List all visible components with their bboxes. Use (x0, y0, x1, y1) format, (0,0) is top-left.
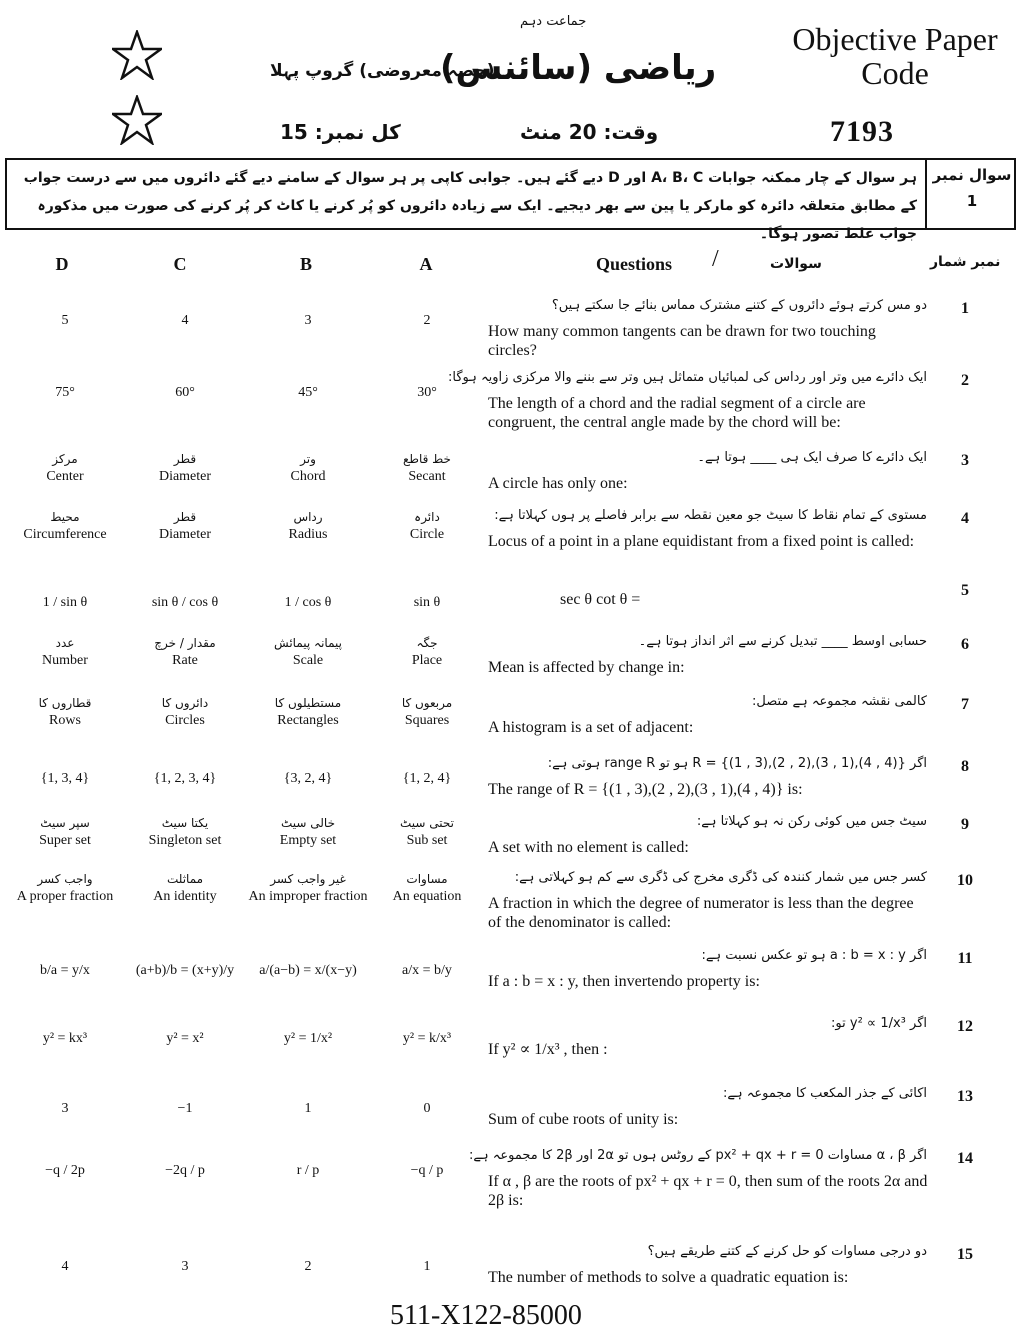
option-d (0, 1258, 130, 1276)
question-number: 1 (966, 192, 978, 210)
option-b (243, 508, 373, 544)
option-c (120, 1100, 250, 1118)
option-d (0, 312, 130, 330)
question-text-urdu: اگر a : b = x : y ہو تو عکس نسبت ہے: (701, 948, 927, 963)
option-a (362, 814, 492, 850)
questions-heading: Questions (596, 254, 673, 274)
question-number-label: سوال نمبر (932, 166, 1012, 184)
option-c (120, 1258, 250, 1276)
question-number: 6 (961, 636, 969, 653)
option-b (243, 814, 373, 850)
option-b-urdu: غیر واجب کسر (270, 872, 346, 886)
option-d-urdu: سپر سیٹ (40, 816, 90, 830)
option-c (120, 312, 250, 330)
option-a-text: Circle (409, 527, 445, 542)
question-number: 4 (961, 510, 969, 527)
question-number: 9 (961, 816, 969, 833)
option-b (243, 694, 373, 730)
marks-label: کل نمبر: 15 (280, 120, 401, 144)
question-text-urdu: دو مس کرتے ہوئے دائروں کے کتنے مشترک مماس بنائے جا سکتے ہیں؟ (551, 298, 927, 313)
heading-slash: / (712, 246, 719, 272)
option-b (243, 1100, 373, 1118)
option-c (120, 634, 250, 670)
option-b-text: Chord (290, 469, 326, 484)
option-a (362, 508, 492, 544)
option-b-urdu: پیمانہ پیمائش (274, 636, 342, 650)
option-a-urdu: مربعوں کا (401, 696, 453, 710)
option-c (120, 384, 250, 402)
question-text: How many common tangents can be drawn for two touching circles? (488, 323, 876, 359)
question-text: A fraction in which the degree of numerator is less than the degree of the denominator is called: (488, 895, 914, 931)
question-text-urdu: اگر α ، β مساوات px² + qx + r = 0 کے روٹس ہوں تو 2α اور 2β کا مجموعہ ہے: (469, 1148, 927, 1163)
option-b-text: 3 (304, 313, 312, 328)
option-d-urdu: قطاروں کا (38, 696, 92, 710)
option-c (120, 770, 250, 788)
option-d-text: Number (42, 653, 88, 668)
option-c (120, 962, 250, 980)
option-c-text: sin θ / cos θ (151, 595, 219, 610)
question-text-urdu: سیٹ جس میں کوئی رکن نہ ہو کہلاتا ہے: (696, 814, 927, 829)
option-c-text: An identity (153, 889, 217, 904)
option-d-text: Rows (49, 713, 81, 728)
question-text: If α , β are the roots of px² + qx + r = 0, then sum of the roots 2α and 2β is: (488, 1173, 928, 1209)
option-c-text: {1, 2, 3, 4} (153, 771, 217, 786)
question-number: 10 (957, 872, 973, 889)
question-text-urdu: دو درجی مساوات کو حل کرنے کے کتنے طریقے ہیں؟ (647, 1244, 927, 1259)
option-a (362, 1258, 492, 1276)
option-c (120, 870, 250, 906)
question-text: sec θ cot θ = (560, 591, 641, 608)
question-number: 1 (961, 300, 969, 317)
option-a (362, 1100, 492, 1118)
option-b-urdu: مستطیلوں کا (274, 696, 342, 710)
option-c-text: 3 (181, 1259, 189, 1274)
question-text: Sum of cube roots of unity is: (488, 1111, 679, 1128)
option-c-text: Circles (165, 713, 205, 728)
option-a-urdu: خط قاطع (403, 452, 451, 466)
option-a (362, 1030, 492, 1048)
option-b (243, 870, 373, 906)
option-b-urdu: خالی سیٹ (280, 816, 335, 830)
option-b (243, 1258, 373, 1276)
option-a-text: {1, 2, 4} (402, 771, 452, 786)
time-label: وقت: 20 منٹ (520, 120, 659, 144)
question-number: 14 (957, 1150, 973, 1167)
question-number: 8 (961, 758, 969, 775)
question-text: Locus of a point in a plane equidistant from a fixed point is called: (488, 533, 915, 550)
option-c-urdu: قطر (173, 510, 197, 524)
option-d (0, 450, 130, 486)
option-a-text: −q / p (410, 1163, 444, 1178)
option-a-text: Squares (404, 713, 450, 728)
question-number: 13 (957, 1088, 973, 1105)
question-text-urdu: حسابی اوسط ____ تبدیل کرنے سے اثر انداز ہوتا ہے۔ (638, 634, 927, 649)
option-b-text: y² = 1/x² (283, 1031, 333, 1046)
option-b-text: Radius (288, 527, 328, 542)
question-number-cell (930, 162, 1014, 214)
paper-code: 7193 (830, 115, 894, 148)
option-a (362, 634, 492, 670)
instructions-divider (925, 158, 927, 230)
option-b-text: 2 (304, 1259, 312, 1274)
star-icon (112, 30, 162, 80)
question-number: 3 (961, 452, 969, 469)
question-number: 2 (961, 372, 969, 389)
option-b-urdu: رداس (293, 510, 323, 524)
option-d-text: y² = kx³ (42, 1031, 88, 1046)
option-c-text: 60° (175, 385, 195, 400)
option-c-urdu: مماثلت (166, 872, 204, 886)
option-d (0, 594, 130, 612)
option-a-text: 0 (423, 1101, 431, 1116)
option-d-text: 3 (61, 1101, 69, 1116)
option-d (0, 694, 130, 730)
option-b-text: An improper fraction (248, 889, 368, 904)
option-b-text: Rectangles (277, 713, 339, 728)
option-c-text: −2q / p (165, 1163, 205, 1178)
question-text: If a : b = x : y, then invertendo property is: (488, 973, 760, 990)
question-text-urdu: کالمی نقشہ مجموعہ ہے متصل: (752, 694, 927, 709)
option-d-text: Center (46, 469, 84, 484)
option-b (243, 450, 373, 486)
option-b (243, 634, 373, 670)
option-a-text: 1 (423, 1259, 431, 1274)
option-b-text: 45° (298, 385, 318, 400)
option-c-text: −1 (177, 1101, 193, 1116)
option-b-urdu: وتر (300, 452, 316, 466)
option-a (362, 962, 492, 980)
option-d-text: Super set (39, 833, 91, 848)
option-b (243, 962, 373, 980)
option-a (362, 1162, 492, 1180)
option-a-urdu: دائرہ (414, 510, 440, 524)
option-b (243, 384, 373, 402)
option-d (0, 1030, 130, 1048)
option-c-urdu: قطر (173, 452, 197, 466)
option-b-text: Empty set (279, 833, 337, 848)
serial-number-heading: نمبر شمار (930, 254, 1001, 270)
option-a-text: Sub set (406, 833, 448, 848)
option-d-text: {1, 3, 4} (40, 771, 90, 786)
option-c-text: 4 (181, 313, 189, 328)
option-a-text: Secant (408, 469, 446, 484)
option-d-text: −q / 2p (45, 1163, 85, 1178)
option-d (0, 962, 130, 980)
question-text-urdu: مستوی کے تمام نقاط کا سیٹ جو معین نقطہ سے برابر فاصلے پر ہوں کہلاتا ہے: (494, 508, 927, 523)
option-c-urdu: یکتا سیٹ (161, 816, 209, 830)
option-c (120, 1162, 250, 1180)
option-a (362, 770, 492, 788)
option-d (0, 1100, 130, 1118)
option-d-text: b/a = y/x (40, 963, 90, 978)
instructions-text: ہر سوال کے چار ممکنہ جوابات A، B، C اور D دیے گئے ہیں۔ جوابی کاپی پر ہر سوال کے سامنے دیے گئے دائروں میں سے درست جواب کے مطابق متعلقہ دائرہ کو مارکر یا پین سے بھر دیجیے۔ ایک سے زیادہ دائروں کو پُر کرنے یا کاٹ کر پُر کرنے کی صورت میں مذکورہ جواب غلط تصور ہوگا۔ (23, 170, 917, 242)
option-c-text: Rate (172, 653, 198, 668)
question-number: 12 (957, 1018, 973, 1035)
question-number: 7 (961, 696, 969, 713)
option-a-text: An equation (392, 889, 462, 904)
option-d (0, 634, 130, 670)
question-text: The length of a chord and the radial segment of a circle are congruent, the central angle made by the chord will be: (488, 395, 866, 431)
option-d-text: Circumference (23, 527, 107, 542)
option-c-urdu: دائروں کا (161, 696, 209, 710)
column-head-d: D (55, 254, 69, 274)
question-text: The number of methods to solve a quadratic equation is: (488, 1269, 849, 1286)
option-a (362, 312, 492, 330)
option-a (362, 870, 492, 906)
column-head-a: A (419, 254, 433, 274)
option-d-text: 1 / sin θ (42, 595, 88, 610)
option-b-text: a/(a−b) = x/(x−y) (259, 963, 357, 978)
option-a-urdu: تحتی سیٹ (400, 816, 454, 830)
option-a-text: 2 (423, 313, 431, 328)
option-b (243, 770, 373, 788)
question-text: If y² ∝ 1/x³ , then : (488, 1041, 608, 1058)
option-a (362, 384, 492, 402)
option-d (0, 770, 130, 788)
question-text: A histogram is a set of adjacent: (488, 719, 694, 736)
option-c-urdu: مقدار / خرچ (154, 636, 216, 650)
option-a (362, 594, 492, 612)
paper-part: (حصہ معروضی) گروپ پہلا (270, 61, 495, 81)
option-d (0, 870, 130, 906)
option-a-text: sin θ (413, 595, 441, 610)
star-icon (112, 95, 162, 145)
option-b (243, 1030, 373, 1048)
option-c (120, 594, 250, 612)
option-c (120, 814, 250, 850)
option-a-urdu: جگہ (416, 636, 438, 650)
paper-title: Objective Paper Code (792, 21, 998, 91)
option-c (120, 1030, 250, 1048)
option-a (362, 450, 492, 486)
question-text-urdu: ایک دائرے میں وتر اور رداس کی لمبائیاں متماثل ہیں وتر سے بننے والا مرکزی زاویہ ہوگا: (448, 370, 927, 385)
option-d-urdu: عدد (55, 636, 75, 650)
option-b-text: Scale (292, 653, 324, 668)
option-b-text: r / p (296, 1163, 320, 1178)
option-a-text: a/x = b/y (402, 963, 452, 978)
question-text-urdu: اگر R = {(1 , 3),(2 , 2),(3 , 1),(4 , 4)} ہو تو range R ہوتی ہے: (547, 756, 927, 771)
option-c (120, 508, 250, 544)
option-a (362, 694, 492, 730)
option-d-text: A proper fraction (16, 889, 114, 904)
question-number: 15 (957, 1246, 973, 1263)
option-b (243, 1162, 373, 1180)
option-d-text: 4 (61, 1259, 69, 1274)
option-d-urdu: مرکز (52, 452, 78, 466)
question-text: The range of R = {(1 , 3),(2 , 2),(3 , 1),(4 , 4)} is: (488, 781, 803, 798)
option-d-text: 75° (55, 385, 75, 400)
option-d (0, 508, 130, 544)
option-d-text: 5 (61, 313, 69, 328)
option-b-text: 1 / cos θ (284, 595, 332, 610)
option-d (0, 1162, 130, 1180)
option-c (120, 694, 250, 730)
option-a-text: Place (411, 653, 443, 668)
question-text: Mean is affected by change in: (488, 659, 685, 676)
option-c-text: Singleton set (148, 833, 222, 848)
option-b (243, 312, 373, 330)
option-a-urdu: مساوات (406, 872, 448, 886)
question-text: A circle has only one: (488, 475, 628, 492)
footer-code: 511-X122-85000 (390, 1300, 582, 1331)
option-a-text: 30° (417, 385, 437, 400)
option-c-text: y² = x² (166, 1031, 204, 1046)
option-d (0, 384, 130, 402)
question-text-urdu: ایک دائرے کا صرف ایک ہی ____ ہوتا ہے۔ (697, 450, 927, 465)
question-text-urdu: اکائی کے جذر المکعب کا مجموعہ ہے: (723, 1086, 927, 1101)
option-d-urdu: واجب کسر (37, 872, 93, 886)
questions-heading-urdu: سوالات (770, 256, 822, 272)
option-c (120, 450, 250, 486)
question-text-urdu: کسر جس میں شمار کنندہ کی ڈگری مخرج کی ڈگری سے کم ہو کہلاتی ہے: (514, 870, 927, 885)
option-d-urdu: محیط (50, 510, 80, 524)
option-d (0, 814, 130, 850)
option-b (243, 594, 373, 612)
question-number: 5 (961, 582, 969, 599)
question-number: 11 (957, 950, 973, 967)
question-text-urdu: اگر y² ∝ 1/x³ تو: (831, 1016, 927, 1031)
subject-title: ریاضی (سائنس) (440, 48, 717, 88)
option-b-text: 1 (304, 1101, 312, 1116)
option-a-text: y² = k/x³ (402, 1031, 452, 1046)
option-c-text: Diameter (158, 469, 212, 484)
option-b-text: {3, 2, 4} (283, 771, 333, 786)
class-label: جماعت دہم (520, 14, 587, 29)
question-text: A set with no element is called: (488, 839, 689, 856)
column-head-b: B (299, 254, 312, 274)
option-c-text: (a+b)/b = (x+y)/y (135, 963, 235, 978)
column-head-c: C (173, 254, 187, 274)
option-c-text: Diameter (158, 527, 212, 542)
